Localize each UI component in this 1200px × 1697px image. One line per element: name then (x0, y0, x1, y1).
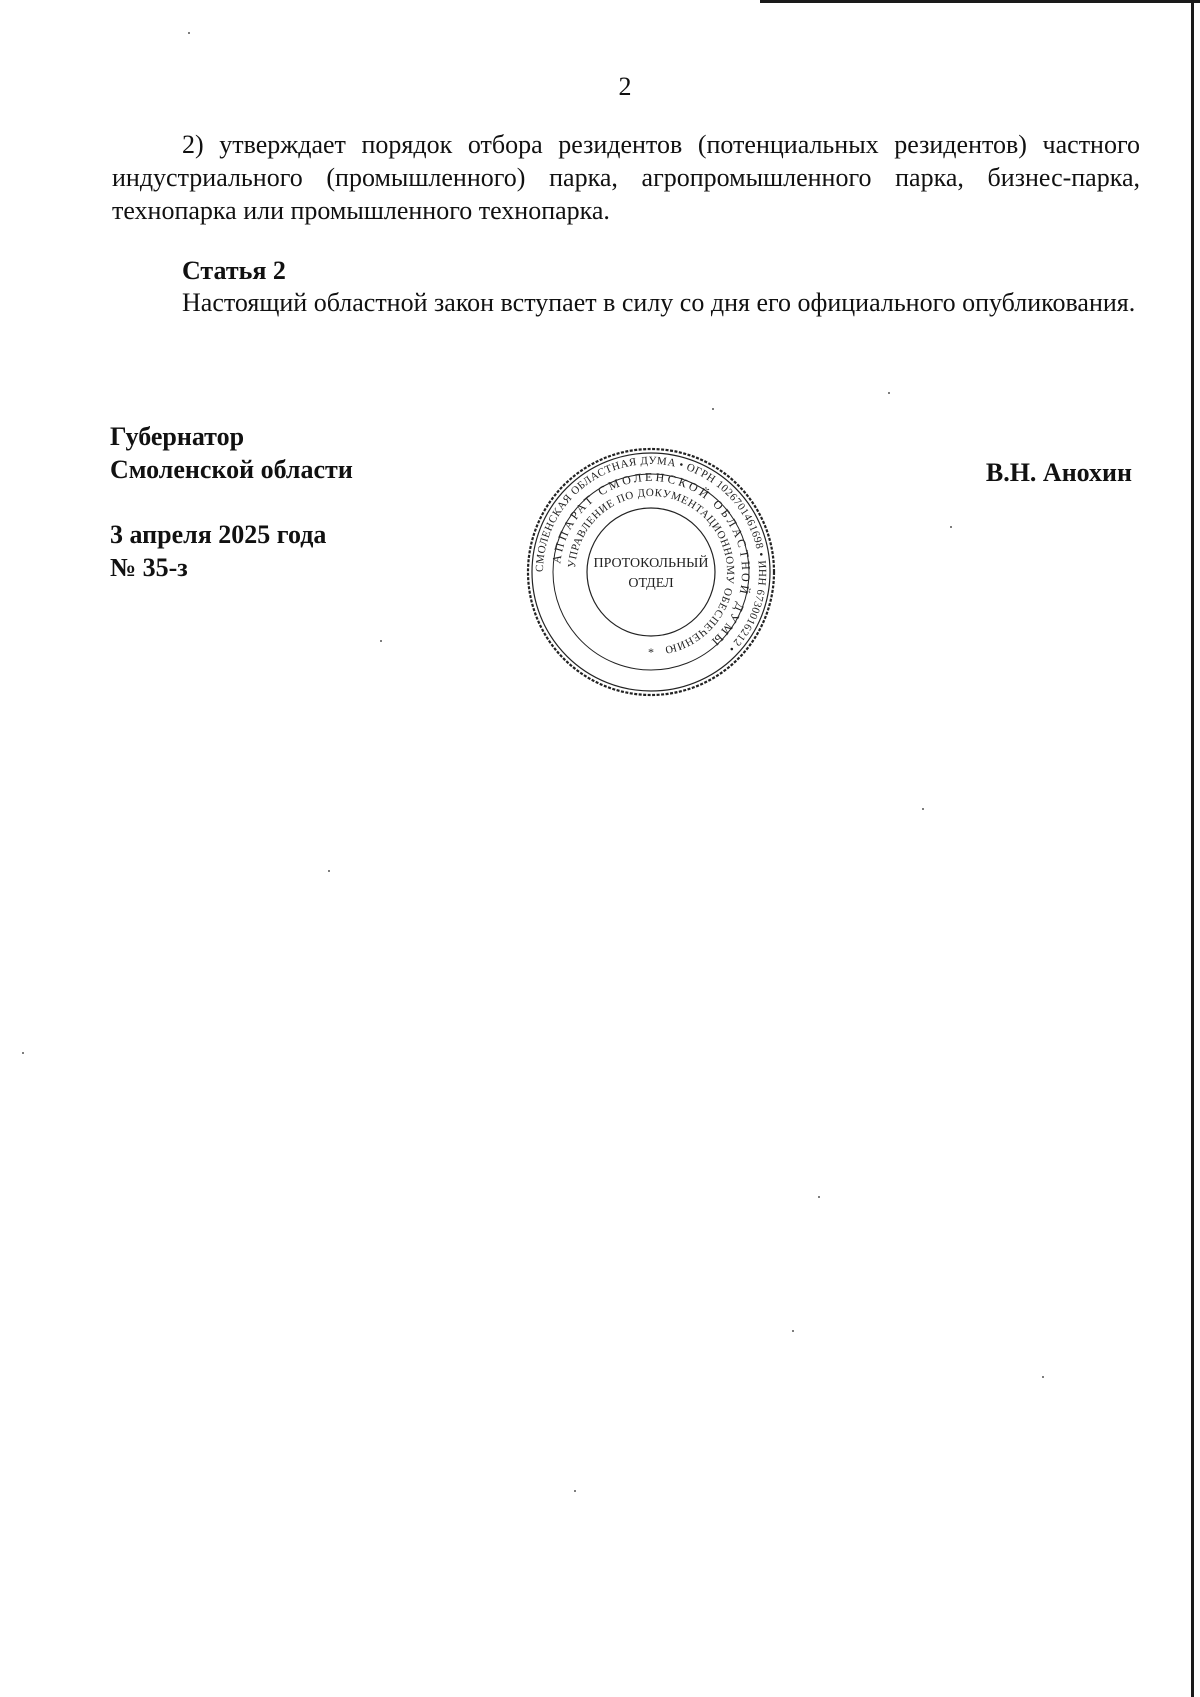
signatory-name: В.Н. Анохин (985, 458, 1132, 487)
signatory-title-line2: Смоленской области (110, 455, 353, 484)
official-stamp (525, 446, 777, 698)
stamp-inner-ring-text: УПРАВЛЕНИЕ ПО ДОКУМЕНТАЦИОННОМУ ОБЕСПЕЧЕНИЮ (566, 486, 737, 656)
scan-speck (22, 1052, 24, 1054)
scan-border-top (760, 0, 1200, 3)
scan-speck (188, 32, 190, 34)
scan-border-right (1191, 0, 1194, 1697)
scan-speck (792, 1330, 794, 1332)
stamp-center-line2: ОТДЕЛ (628, 576, 674, 591)
paragraph-item-2-text: 2) утверждает порядок отбора резидентов (потенциальных резидентов) частного индустриального (промышленного) парка, агропромышленного парка, бизнес-парка, технопарка или промышленного технопарка. (112, 130, 1140, 225)
stamp-middle-ring-text: АППАРАТ СМОЛЕНСКОЙ ОБЛАСТНОЙ ДУМЫ (549, 469, 754, 651)
scan-speck (1042, 1376, 1044, 1378)
scan-speck (574, 1490, 576, 1492)
article-title: Статья 2 (182, 256, 286, 285)
page-number: 2 (618, 72, 632, 101)
law-number: № 35-з (110, 553, 188, 582)
stamp-star-icon: * (648, 645, 654, 659)
law-date: 3 апреля 2025 года (110, 520, 327, 549)
stamp-outer-ring-text: СМОЛЕНСКАЯ ОБЛАСТНАЯ ДУМА • ОГРН 1026701461698 • ИНН 6730016212 • (533, 454, 769, 655)
stamp-center-line1: ПРОТОКОЛЬНЫЙ (593, 556, 709, 571)
paragraph-item-2 (112, 128, 1140, 227)
scan-speck (888, 392, 890, 394)
signatory-title-line1: Губернатор (110, 422, 245, 451)
scan-speck (380, 640, 382, 642)
article-text (112, 286, 1140, 319)
scan-speck (922, 808, 924, 810)
scan-speck (712, 408, 714, 410)
scan-speck (818, 1196, 820, 1198)
scan-speck (328, 870, 330, 872)
article-text-body: Настоящий областной закон вступает в силу со дня его официального опубликования. (182, 288, 1136, 317)
scan-speck (950, 526, 952, 528)
